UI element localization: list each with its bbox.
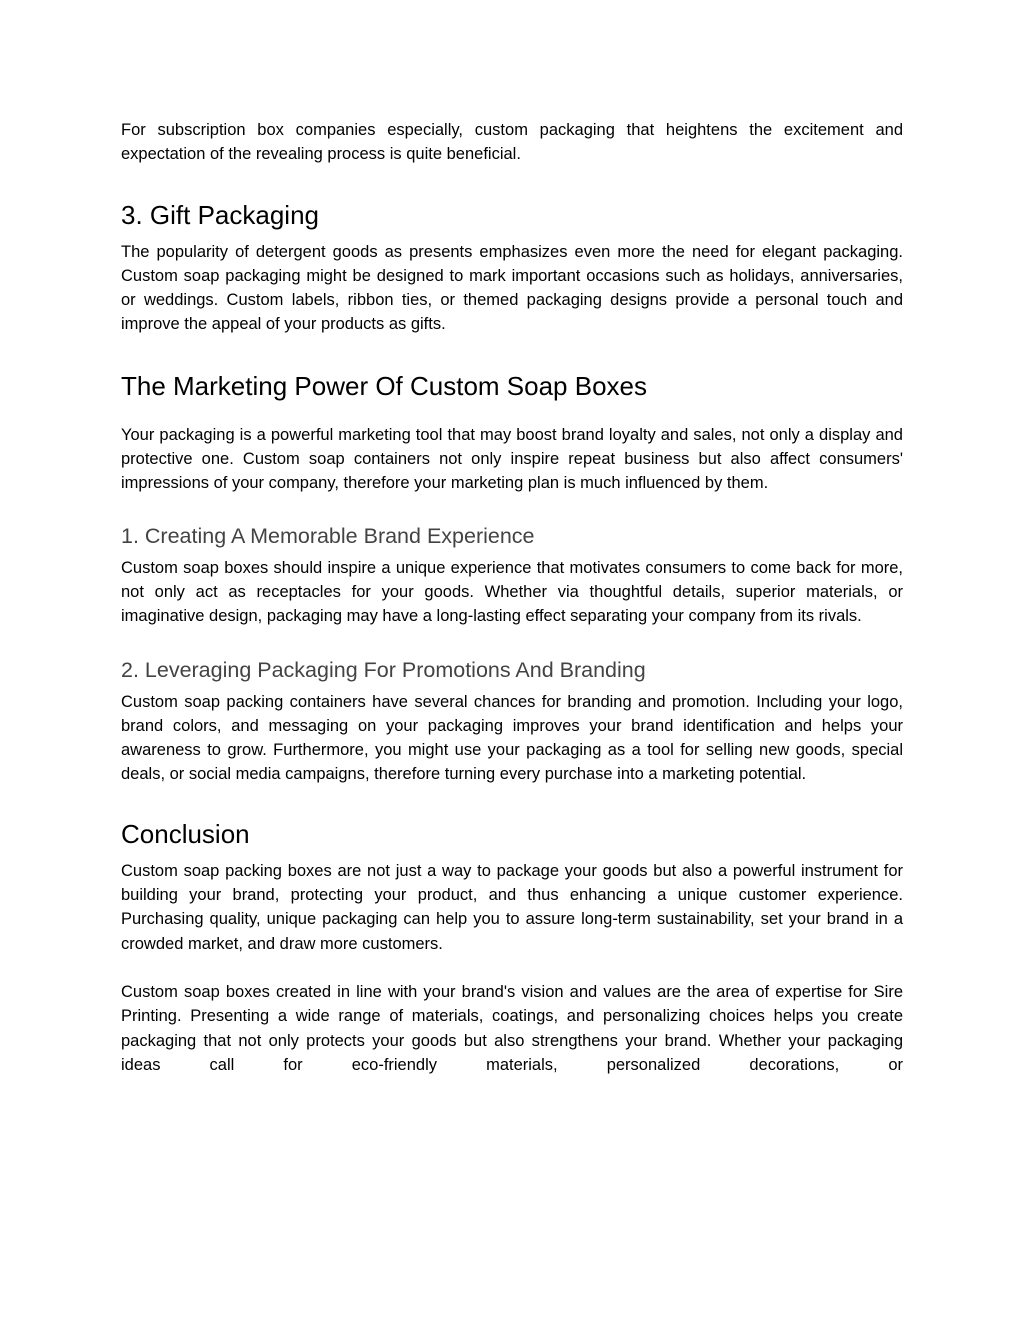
conclusion-paragraph-1: Custom soap packing boxes are not just a way to package your goods but also a powerful instrument for building your brand, protecting your product, and thus enhancing a unique customer experience. Purchasing quality, unique packaging can help you to assure long-term sustainability, set your brand in a crowded market, and draw more customers.: [121, 861, 903, 953]
brand-experience-paragraph: Custom soap boxes should inspire a unique experience that motivates consumers to come back for more, not only act as receptacles for your goods. Whether via thoughtful details, superior materials, or imaginative design, packaging may have a long-lasting effect separating your company from its rivals.: [121, 558, 903, 626]
promotions-branding-paragraph: Custom soap packing containers have several chances for branding and promotion. Including your logo, brand colors, and messaging on your packaging improves your brand identification and helps your awareness to grow. Furthermore, you might use your packaging as a tool for selling new goods, special deals, or social media campaigns, therefore turning every purchase into a marketing potential.: [121, 692, 903, 784]
marketing-power-heading: The Marketing Power Of Custom Soap Boxes: [121, 370, 648, 401]
gift-packaging-heading: 3. Gift Packaging: [121, 199, 319, 230]
promotions-branding-subheading: 2. Leveraging Packaging For Promotions And Branding: [121, 657, 646, 682]
document-page: [121, 118, 903, 1077]
conclusion-heading: Conclusion: [121, 818, 250, 849]
intro-paragraph: For subscription box companies especially, custom packaging that heightens the excitement and expectation of the revealing process is quite beneficial.: [121, 121, 903, 164]
marketing-power-paragraph: Your packaging is a powerful marketing tool that may boost brand loyalty and sales, not only a display and protective one. Custom soap containers not only inspire repeat business but also affect consumers' impressions of your company, therefore your marketing plan is much influenced by them.: [121, 425, 903, 493]
brand-experience-subheading: 1. Creating A Memorable Brand Experience: [121, 523, 535, 548]
conclusion-paragraph-2: Custom soap boxes created in line with your brand's vision and values are the area of expertise for Sire Printing. Presenting a wide range of materials, coatings, and personalizing choices helps you create packaging that not only protects your goods but also strengthens your brand. Whether your packaging ideas call for eco-friendly materials, personalized decorations, or: [121, 982, 903, 1074]
gift-packaging-paragraph: The popularity of detergent goods as presents emphasizes even more the need for elegant packaging. Custom soap packaging might be designed to mark important occasions such as holidays, anniversaries, or weddings. Custom labels, ribbon ties, or themed packaging designs provide a personal touch and improve the appeal of your products as gifts.: [121, 242, 903, 334]
